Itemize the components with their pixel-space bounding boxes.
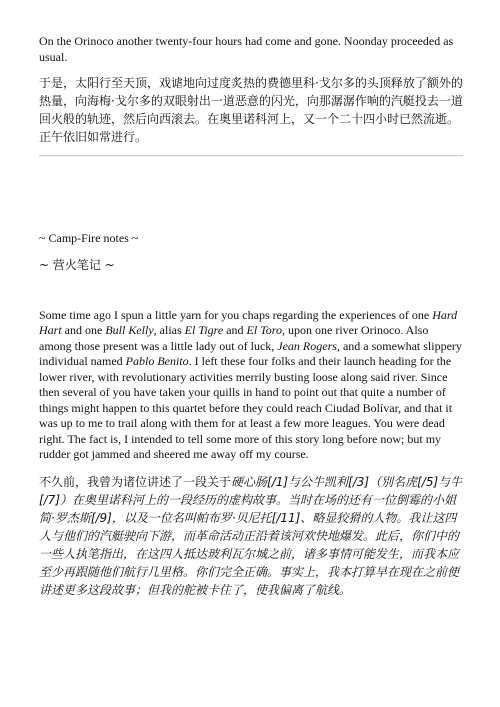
- zh-lead-text: 不久前，我曾为诸位讲述了一段关于: [39, 474, 232, 489]
- name-hard-hart: Hard Hart: [39, 307, 458, 337]
- en-text-5: , upon one river Orinoco. Also among those present was a little lady out of luck,: [39, 323, 429, 353]
- name-el-tigre: El Tigre: [184, 323, 224, 337]
- section-divider: [39, 155, 463, 157]
- en-text-3: , alias: [153, 323, 185, 337]
- name-jean-rogers: Jean Rogers: [277, 338, 337, 353]
- campfire-heading-zh: ~ 营火笔记 ~: [39, 257, 115, 272]
- campfire-paragraph-zh: [39, 473, 463, 599]
- campfire-heading-en: ~ Camp-Fire notes ~: [39, 231, 139, 245]
- campfire-paragraph-en: [39, 308, 463, 463]
- zh-italic-text: 硬心肠[/1]与公牛凯利[/3]（别名虎[/5]与牛[/7]）在奥里诺科河上的一段经历的虚构故事。当时在场的还有一位倒霉的小姐简·罗杰斯[/9]，以及一位名叫帕布罗·贝尼托[/11]、略显狡猾的人物。我让这四人与他们的汽艇驶向下游，而革命活动正沿着该河欢快地爆发。此后，你们中的一些人执笔指出，在这四人抵达玻利瓦尔城之前，诸多事情可能发生，而我本应至少再跟随他们航行几里格。你们完全正确。事实上，我本打算早在现在之前便讲述更多这段故事；但我的舵被卡住了，使我偏离了航线。: [39, 474, 463, 597]
- en-text-6: , and a somewhat slippery individual named: [39, 338, 462, 368]
- en-text-2: and one: [61, 323, 106, 337]
- en-text-1: Some time ago I spun a little yarn for you chaps regarding the experiences of one: [39, 307, 433, 322]
- en-text-4: and: [223, 323, 247, 337]
- name-el-toro: El Toro: [246, 323, 283, 337]
- en-text-7: . I left these four folks and their launch heading for the lower river, with revolutionary activities merrily busting loose along said river. Since then several of you have taken your quills in hand to point out that quite a number of things might happen to this quartet before they could reach Ciudad Bolívar, and that it was up to me to trail along with them for at least a few more leagues. You were dead right. The fact is, I intended to tell some more of this story long before now; but my rudder got jammed and sheered me away off my course.: [39, 354, 453, 461]
- name-pablo-benito: Pablo Benito: [125, 354, 189, 368]
- document-page: [39, 34, 463, 599]
- orinoco-paragraph-en: On the Orinoco another twenty-four hours had come and gone. Noonday proceeded as usual.: [39, 34, 454, 64]
- orinoco-paragraph-zh: 于是，太阳行至天顶，戏谑地向过度炙热的费德里科·戈尔多的头顶释放了额外的热量，向海梅·戈尔多的双眼射出一道恶意的闪光，向那潺潺作响的汽艇投去一道回火般的轨迹，然后向西滚去。在奥里诺科河上，又一个二十四小时已然流逝。正午依旧如常进行。: [39, 76, 463, 144]
- name-bull-kelly: Bull Kelly: [105, 323, 154, 337]
